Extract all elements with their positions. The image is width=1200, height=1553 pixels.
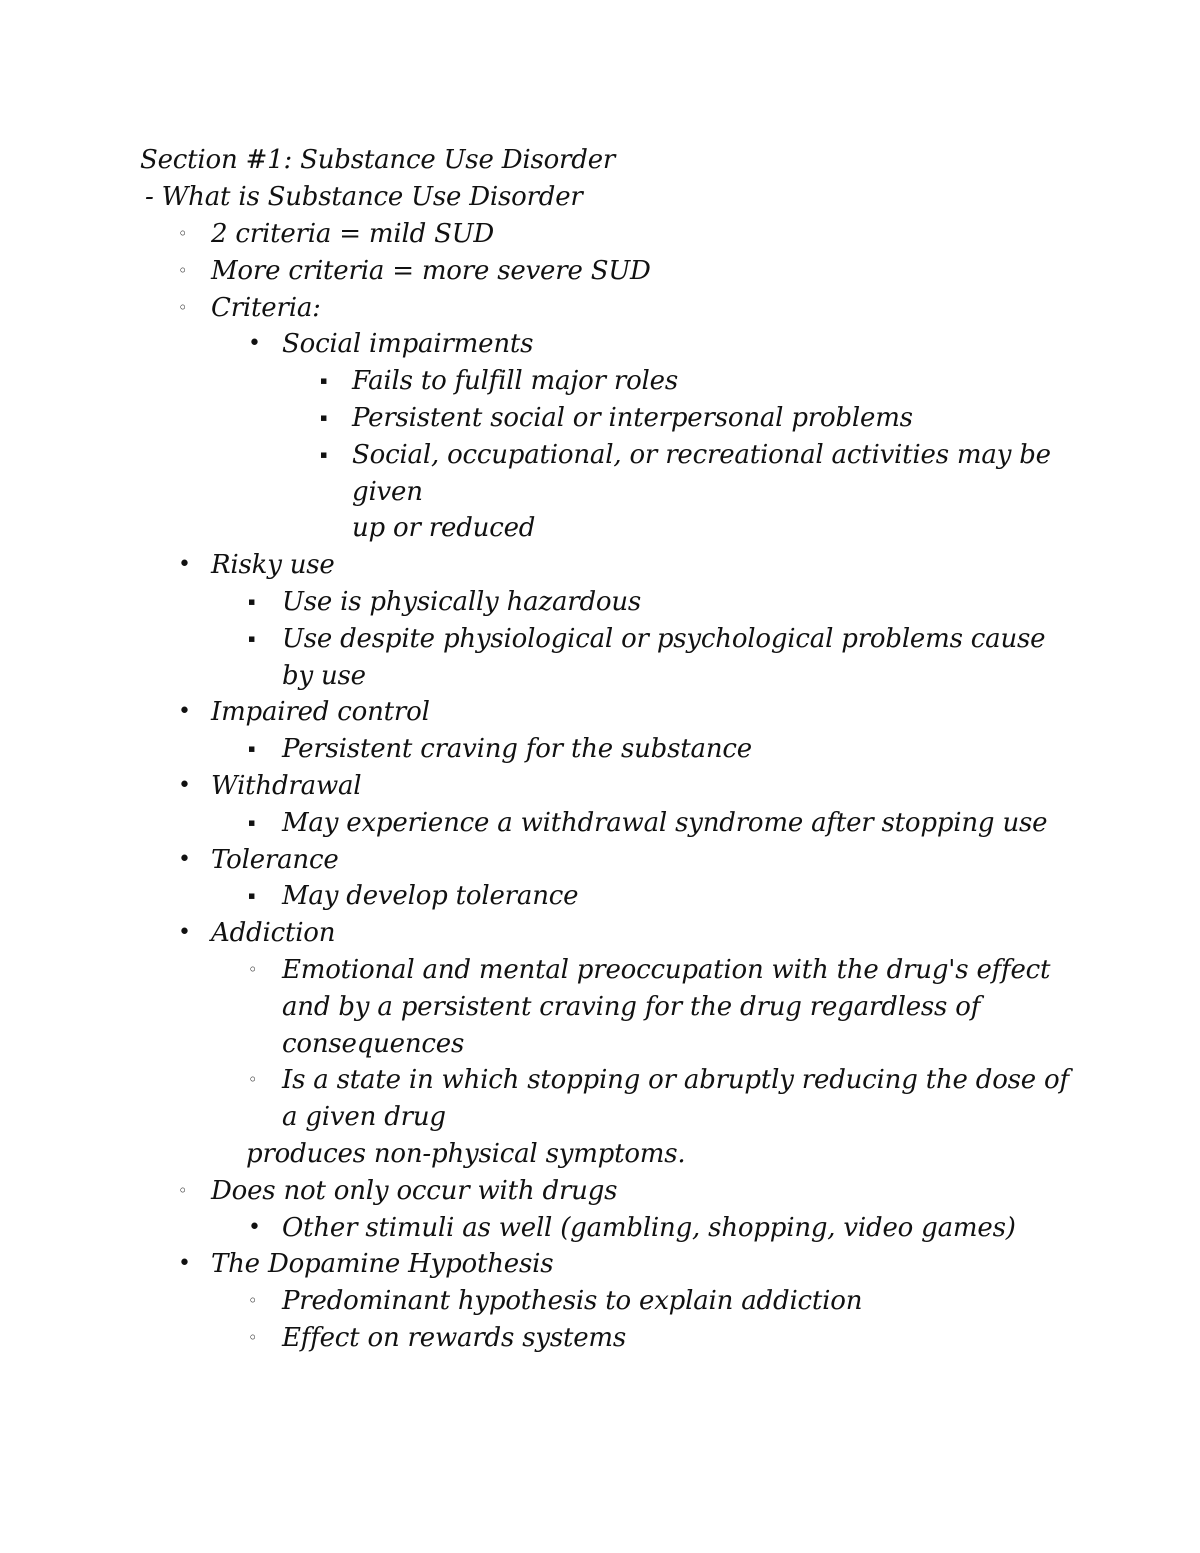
- bullet-marker: •: [248, 1214, 261, 1240]
- bullet-marker: ▪: [248, 595, 256, 608]
- subtitle: - What is Substance Use Disorder: [145, 182, 583, 212]
- list-item: Impaired control: [211, 697, 430, 728]
- list-item: Tolerance: [211, 844, 339, 875]
- bullet-marker: •: [178, 552, 191, 578]
- list-item: 2 criteria = mild SUD: [211, 219, 495, 249]
- bullet-marker: ◦: [248, 960, 258, 979]
- bullet-marker: ◦: [178, 1180, 188, 1200]
- bullet-marker: ◦: [178, 260, 188, 280]
- bullet-marker: ▪: [320, 411, 328, 424]
- bullet-marker: •: [178, 699, 191, 725]
- list-item: Fails to fulfill major roles: [352, 366, 678, 397]
- bullet-marker: ◦: [178, 224, 188, 243]
- list-item: Addiction: [211, 918, 336, 949]
- bullet-marker: ▪: [320, 447, 328, 461]
- list-item: Other stimuli as well (gambling, shopping, video games): [282, 1212, 1016, 1243]
- list-item-continuation: and by a persistent craving for the drug regardless of: [282, 991, 981, 1022]
- list-item: Predominant hypothesis to explain addiction: [282, 1286, 863, 1317]
- section-title: Section #1: Substance Use Disorder: [140, 145, 616, 175]
- list-item: Does not only occur with drugs: [211, 1175, 618, 1206]
- list-item: Emotional and mental preoccupation with the drug's effect: [282, 955, 1051, 985]
- list-item: Social impairments: [282, 329, 534, 360]
- list-item-continuation: a given drug: [282, 1102, 446, 1133]
- bullet-marker: •: [178, 773, 191, 798]
- bullet-marker: ◦: [248, 1070, 258, 1090]
- list-item: Social, occupational, or recreational activities may be: [352, 439, 1051, 470]
- bullet-marker: •: [178, 1251, 191, 1277]
- bullet-marker: •: [248, 331, 261, 357]
- bullet-marker: ◦: [178, 297, 188, 317]
- bullet-marker: ▪: [248, 742, 256, 756]
- list-item-continuation: consequences: [282, 1028, 465, 1059]
- list-item-continuation: produces non-physical symptoms.: [246, 1139, 686, 1169]
- list-item-continuation: given: [352, 476, 423, 507]
- list-item: May develop tolerance: [282, 881, 579, 912]
- list-item: Persistent social or interpersonal problems: [352, 403, 913, 433]
- list-item-continuation: by use: [282, 660, 366, 691]
- list-item: Persistent craving for the substance: [282, 734, 752, 765]
- list-item: Is a state in which stopping or abruptly reducing the dose of: [282, 1065, 1069, 1096]
- bullet-marker: ◦: [248, 1291, 258, 1311]
- list-item: Use is physically hazardous: [282, 587, 642, 617]
- list-item: Criteria:: [211, 292, 321, 323]
- list-item: The Dopamine Hypothesis: [211, 1249, 554, 1280]
- bullet-marker: ◦: [248, 1328, 258, 1347]
- list-item: More criteria = more severe SUD: [211, 255, 651, 286]
- bullet-marker: •: [178, 846, 191, 872]
- list-item: Risky use: [211, 550, 335, 581]
- bullet-marker: •: [178, 920, 191, 946]
- bullet-marker: ▪: [248, 889, 256, 903]
- list-item: May experience a withdrawal syndrome after stopping use: [282, 807, 1048, 838]
- bullet-marker: ▪: [248, 631, 256, 645]
- bullet-marker: ▪: [248, 815, 256, 829]
- list-item-continuation: up or reduced: [352, 513, 536, 544]
- list-item: Use despite physiological or psychological problems cause: [282, 623, 1046, 654]
- bullet-marker: ▪: [320, 374, 328, 388]
- list-item: Effect on rewards systems: [282, 1323, 627, 1353]
- list-item: Withdrawal: [211, 771, 362, 801]
